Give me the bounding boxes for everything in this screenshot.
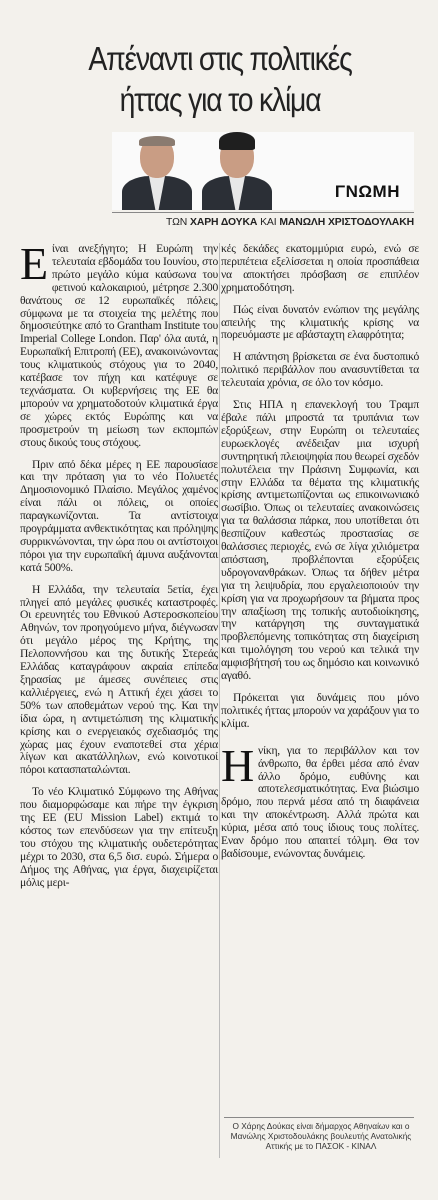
title-line-1: Απέναντι στις πολιτικές: [88, 40, 352, 77]
byline-rule: [112, 212, 414, 213]
author-1-name: ΧΑΡΗ ΔΟΥΚΑ: [189, 217, 258, 228]
paragraph: Η απάντηση βρίσκεται σε ένα δυστοπικό πολιτικό περιβάλλον που ανασυντίθεται τα τελευταία χρόνια, σε όλο τον κόσμο.: [221, 350, 419, 390]
byline: [112, 217, 414, 228]
article-title: [46, 38, 393, 120]
title-line-2: ήττας για το κλίμα: [119, 81, 321, 118]
paragraph: Είναι ανεξήγητο; Η Ευρώπη την τελευταία εβδομάδα του Ιουνίου, στο πρώτο μεγάλο κύμα καύσωνα του φετινού καλοκαιριού, μέτρησε 2.300 θανάτους σε 12 ευρωπαϊκές πόλεις, σύμφωνα με τα στοιχεία της μελέτης που δημοσιεύτηκε από το Grantham Institute του Imperial College London. Παρ' όλα αυτά, η Ευρωπαϊκή Επιτροπή (ΕΕ), ανακοινώνοντας τους κλιματικούς στόχους για το 2040, κατέβασε τον πήχη και κατέφυγε σε τεχνάσματα. Οι κυβερνήσεις της ΕΕ θα μπορούν να χρηματοδοτούν κλιματικά έργα σε χώρες εκτός Ευρώπης και να προσμετρούν τη μείωση των εκπομπών στους δικούς τους στόχους.: [20, 238, 218, 449]
paragraph: Η Ελλάδα, την τελευταία 5ετία, έχει πληγεί από μεγάλες φυσικές καταστροφές. Οι ερευνητές του Εθνικού Αστεροσκοπείου Αθηνών, τον προηγούμενο μήνα, διέγνωσαν ότι μεγάλο μέρος της Κρήτης, της Πελοποννήσου και της δυτικής Στερεάς Ελλάδας καταγράφουν ακραία επίπεδα ξηρασίας με άμεσες συνέπειες στις καλλιέργειες, ενώ η Αττική έχει χάσει το 50% των αποθεμάτων νερού της. Και την ίδια ώρα, η αντιμετώπιση της κλιματικής κρίσης και ο ενεργειακός σχεδιασμός της χώρας μας έχουν εναποτεθεί στα χέρια λίγων και ακατάλληλων, ενώ κοινοτικοί πόροι κατασπαταλώνται.: [20, 582, 218, 777]
paragraph: Το νέο Κλιματικό Σύμφωνο της Αθήνας που διαμορφώσαμε και πήρε την έγκριση της ΕΕ (EU Mission Label) εκτιμά το κόστος των επενδύσεων για την επίτευξη του στόχου της κλιματικής ουδετερότητας μέχρι το 2030, στα 6,5 δισ. ευρώ. Σήμερα ο Δήμος της Αθήνας, για έργα, διαχειρίζεται μόλις μερι-: [20, 785, 218, 889]
paragraph: Ηνίκη, για το περιβάλλον και τον άνθρωπο, θα έρθει μέσα από έναν άλλο δρόμο, ευθύνης και αποτελεσματικότητας. Ενα βιώσιμο δρόμο, που περνά μέσα από τη διαφάνεια και την αποκέντρωση. Αλλά πρώτα και κύρια, μέσα από τους ίδιους τους πολίτες. Εναν δρόμο που απαιτεί τόλμη. Θα τον βαδίσουμε, ενώνοντας δυνάμεις.: [221, 739, 419, 860]
byline-prefix: ΤΩΝ: [166, 217, 188, 228]
authors-photo: [112, 132, 414, 210]
article-column-right: [221, 243, 419, 861]
drop-cap: Η: [221, 739, 254, 791]
paragraph: Πρόκειται για δυνάμεις που μόνο πολιτικές ήττας μπορούν να χαράξουν για το κλίμα.: [221, 691, 419, 730]
author-portrait-2: [202, 132, 272, 210]
article-column-left: [20, 238, 218, 890]
footnote-rule: [224, 1117, 414, 1118]
column-divider: [219, 243, 220, 1158]
drop-cap: Ε: [20, 238, 48, 289]
paragraph: Στις ΗΠΑ η επανεκλογή του Τραμπ έβαλε πάλι μπροστά τα τρυπάνια των εξορύξεων, στην Ευρώπη οι τελευταίες ευρωεκλογές ανέδειξαν μια ισχυρή συντηρητική πλειοψηφία που θεωρεί σχεδόν πολυτέλεια την Πράσινη Συμφωνία, και στην Ελλάδα τα θέματα της κλιματικής κρίσης αντιμετωπίζονται ως επικοινωνιακό σωσίβιο. Όπως οι τελευταίες ανακοινώσεις για τα θαλάσσια πάρκα, που υποτίθεται ότι θεσπίζουν καθεστώς προστασίας σε θαλάσσιες περιοχές, ενώ σε λίγα χιλιόμετρα απόσταση, προβλέπονται εξορύξεις υδρογονανθράκων. Όπως τα δήθεν μέτρα για τη λειψυδρία, που εργαλειοποιούν την κρίση για να προχωρήσουν τα βήματα προς την απαξίωση της τοπικής αυτοδιοίκησης, την κατάργηση της συνταγματικά προβλεπόμενης τοπικότητας στη διαχείριση και τιμολόγηση του νερού και τελικά την αμφισβήτησή του ως δημόσιο και κοινωνικό αγαθό.: [221, 398, 419, 683]
author-portrait-1: [122, 132, 192, 210]
paragraph: Πώς είναι δυνατόν ενώπιον της μεγάλης απειλής της κλιματικής κρίσης να πορευόμαστε με αβάσταχτη ελαφρότητα;: [221, 302, 419, 342]
paragraph: Πριν από δέκα μέρες η ΕΕ παρουσίασε και την πρόταση για το νέο Πολυετές Δημοσιονομικό Πλαίσιο. Μεγάλος χαμένος είναι πάλι οι πόλεις, οι οποίες παραγκωνίζονται. Τα αντίστοιχα προγράμματα ανθεκτικότητας και πρόληψης συρρικνώνονται, την ώρα που οι αντίστοιχοι πόροι για την ευρωπαϊκή άμυνα αυξάνονται κατά 500%.: [20, 457, 218, 574]
author-footnote: Ο Χάρης Δούκας είναι δήμαρχος Αθηναίων και ο Μανώλης Χριστοδουλάκης βουλευτής Ανατολικής Αττικής με το ΠΑΣΟΚ - ΚΙΝΑΛ: [230, 1121, 412, 1151]
byline-and: ΚΑΙ: [260, 217, 277, 228]
paragraph: κές δεκάδες εκατομμύρια ευρώ, ενώ σε περιπέτεια εξελίσσεται η οποία προσπάθεια να αποκτήσει πρόσβαση σε επιπλέον χρηματοδότηση.: [221, 242, 419, 294]
author-2-name: ΜΑΝΩΛΗ ΧΡΙΣΤΟΔΟΥΛΑΚΗ: [279, 217, 414, 228]
section-label: ΓΝΩΜΗ: [334, 182, 400, 201]
